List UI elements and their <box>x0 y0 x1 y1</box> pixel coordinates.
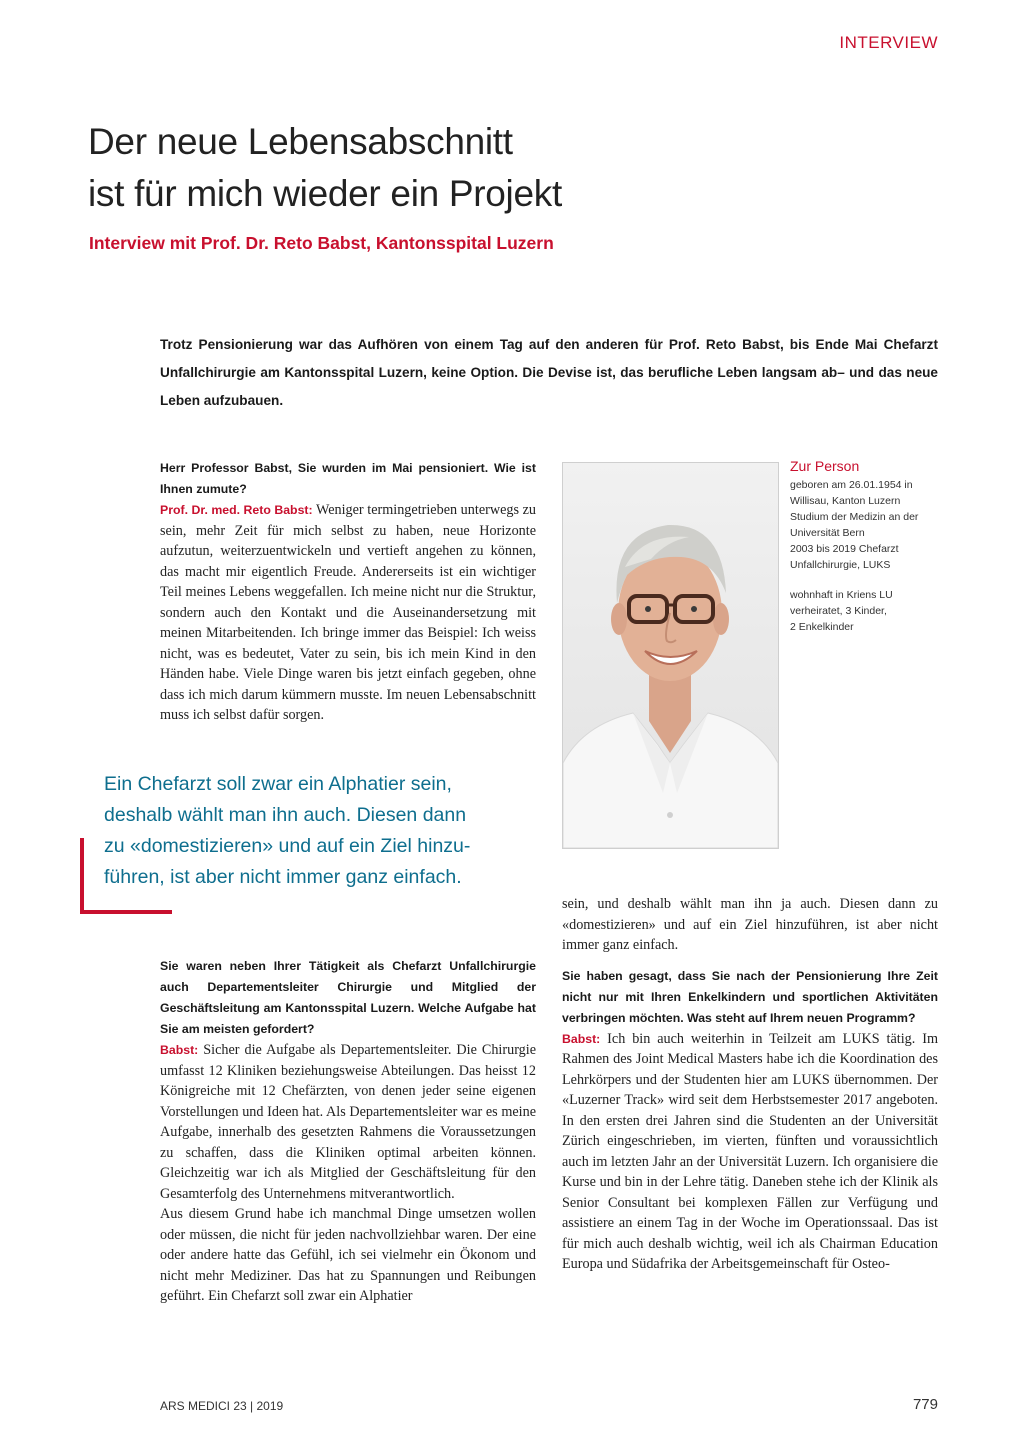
answer-2-end: sein, und deshalb wählt man ihn ja auch. Diesen dann zu «domestizieren» und auf ein Ziel hinzuführen, ist aber nicht immer ganz einfach. <box>562 896 938 953</box>
question-3: Sie haben gesagt, dass Sie nach der Pensionierung Ihre Zeit nicht nur mit Ihren Enkelkindern und sportlichen Aktivitäten verbringen möchten. Was steht auf Ihrem neuen Programm? <box>562 968 938 1025</box>
page-number: 779 <box>912 1396 938 1413</box>
pull-quote-line: zu «domestizieren» und auf ein Ziel hinzu- <box>104 835 471 857</box>
article-subtitle: Interview mit Prof. Dr. Reto Babst, Kantonsspital Luzern <box>89 233 554 253</box>
left-column-bottom <box>160 956 536 1307</box>
title-line-2: ist für mich wieder ein Projekt <box>88 173 562 214</box>
person-line: Willisau, Kanton Luzern <box>790 495 901 507</box>
pull-quote-accent-horizontal <box>80 910 172 914</box>
person-line: 2003 bis 2019 Chefarzt <box>790 543 899 555</box>
person-line: wohnhaft in Kriens LU <box>790 589 893 601</box>
speaker-label: Babst: <box>562 1031 601 1046</box>
title-line-1: Der neue Lebensabschnitt <box>88 121 513 162</box>
person-box-title: Zur Person <box>790 458 860 474</box>
person-line: Universität Bern <box>790 527 865 539</box>
answer-3-text: Ich bin auch weiterhin in Teilzeit am LUKS tätig. Im Rahmen des Joint Medical Masters habe ich die Koordination des Lehrkörpers und der Studenten hier am LUKS übernommen. Der «Luzerner Track» wird seit dem Herbstsemester 2017 angeboten. In den ersten drei Jahren sind die Studenten an der Universität Zürich eingeschrieben, im vierten, fünften und voraussichtlich auch im letzten Jahr an der Universität Luzern. Ich organisiere die Kurse und bin in der Lehre tätig. Daneben stehe ich der Klinik als Senior Consultant bei komplexen Fällen zur Verfügung und assistiere an einem Tag in der Woche im Operationssaal. Das ist für mich auch deshalb wichtig, weil ich als Chairman Education Europa und Südafrika der Arbeitsgemeinschaft für Osteo- <box>562 1030 938 1272</box>
article-title <box>88 116 948 220</box>
answer-1 <box>160 500 536 726</box>
person-line: geboren am 26.01.1954 in <box>790 479 913 491</box>
person-line: verheiratet, 3 Kinder, <box>790 605 887 617</box>
journal-info: ARS MEDICI 23 | 2019 <box>160 1399 284 1413</box>
left-column-top <box>160 458 536 726</box>
answer-2-continued: Aus diesem Grund habe ich manchmal Dinge umsetzen wollen oder müssen, die nicht für jeden nachvollziehbar waren. Der eine oder andere hatte das Gefühl, ich sei vielmehr ein Ökonom und nicht mehr Mediziner. Das hat zu Spannungen und Reibungen geführt. Ein Chefarzt soll zwar ein Alphatier <box>160 1206 536 1304</box>
person-line-spacer <box>790 573 950 587</box>
person-line: 2 Enkelkinder <box>790 621 854 633</box>
person-line: Unfallchirurgie, LUKS <box>790 559 891 571</box>
pull-quote-accent-vertical <box>80 838 84 914</box>
portrait-photo <box>562 462 779 849</box>
question-2: Sie waren neben Ihrer Tätigkeit als Chefarzt Unfallchirurgie auch Departementsleiter Chirurgie und Mitglied der Geschäftsleitung am Kantonsspital Luzern. Welche Aufgabe hat Sie am meisten gefordert? <box>160 959 536 1036</box>
answer-2-text: Sicher die Aufgabe als Departementsleiter. Die Chirurgie umfasst 12 Kliniken beziehungsweise Abteilungen. Das heisst 12 Königreiche mit 12 Chefärzten, von denen jeder seine eigenen Vorstellungen und Ideen hat. Als Departementsleiter war es meine Aufgabe, innerhalb des gesetzten Rahmens die Voraussetzungen zu schaffen, dass die Kliniken optimal arbeiten können. Gleichzeitig war ich als Mitglied der Geschäftsleitung für den Gesamterfolg des Unternehmens mitverantwortlich. <box>160 1042 536 1202</box>
pull-quote-line: Ein Chefarzt soll zwar ein Alphatier sein, <box>104 773 452 795</box>
pull-quote-line: deshalb wählt man ihn auch. Diesen dann <box>104 804 467 826</box>
answer-3 <box>562 1029 938 1275</box>
pull-quote <box>104 769 564 893</box>
right-column <box>562 894 938 1275</box>
person-line: Studium der Medizin an der <box>790 511 919 523</box>
speaker-label: Prof. Dr. med. Reto Babst: <box>160 503 313 517</box>
person-info-box <box>790 458 950 635</box>
pull-quote-line: führen, ist aber nicht immer ganz einfach. <box>104 866 462 888</box>
answer-2 <box>160 1040 536 1204</box>
speaker-label: Babst: <box>160 1043 199 1057</box>
lead-paragraph: Trotz Pensionierung war das Aufhören von einem Tag auf den anderen für Prof. Reto Babst, bis Ende Mai Chefarzt Unfallchirurgie am Kantonsspital Luzern, keine Option. Die Devise ist, das berufliche Leben langsam ab– und das neue Leben aufzubauen. <box>160 337 938 408</box>
section-label: INTERVIEW <box>839 33 938 52</box>
question-1: Herr Professor Babst, Sie wurden im Mai pensioniert. Wie ist Ihnen zumute? <box>160 461 536 496</box>
answer-1-text: Weniger termingetrieben unterwegs zu sein, mehr Zeit für mich selbst zu haben, neue Horizonte aufzutun, weiterzuentwickeln und vertieft angehen zu können, das macht mir eigentlich Freude. Andererseits ist ein wichtiger Teil meines Lebens weggefallen. Ich meine nicht nur die Struktur, sondern auch den Kontakt und die Auseinandersetzung mit meinen Mitarbeitenden. Ich bringe immer das Beispiel: Ich weiss nicht, was es bedeutet, Vater zu sein, bis ich mein Kind in den Händen habe. Viele Dinge waren bis jetzt einfach gegeben, ohne dass ich mich darum kümmern musste. Im neuen Lebensabschnitt muss ich selbst dafür sorgen. <box>160 502 536 723</box>
